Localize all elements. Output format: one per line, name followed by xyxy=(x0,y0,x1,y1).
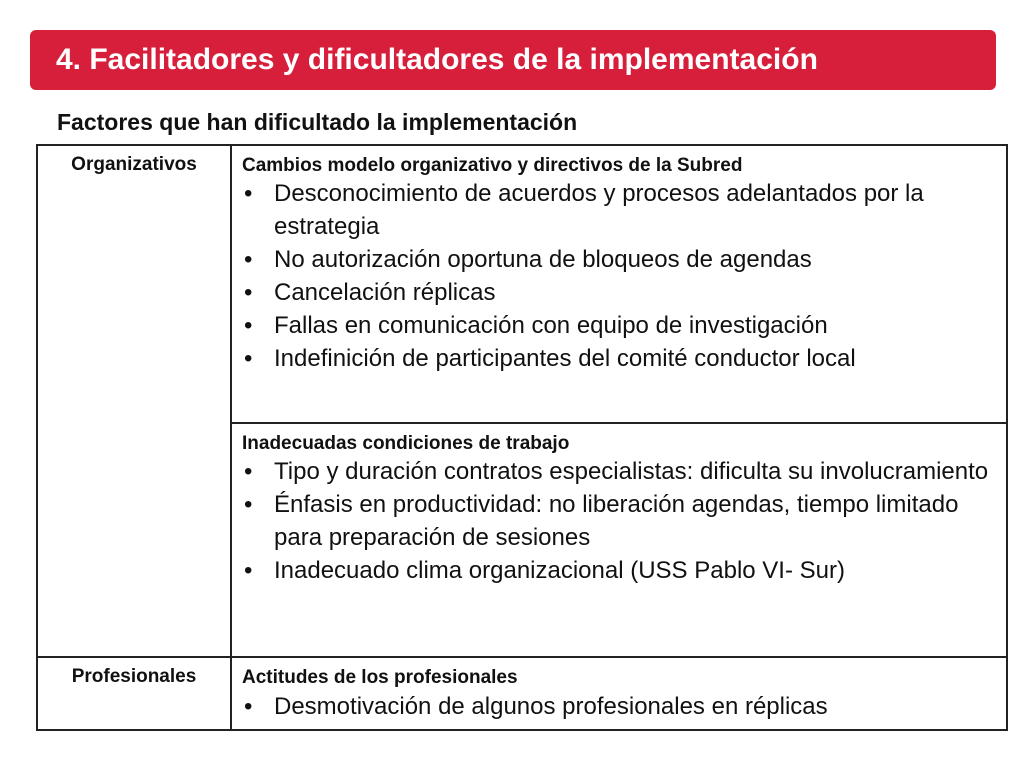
bullet-icon: • xyxy=(244,557,253,584)
list-item: • Fallas en comunicación con equipo de investigación xyxy=(242,309,996,342)
list-item: • Énfasis en productividad: no liberación agendas, tiempo limitado para preparación de sesiones xyxy=(242,488,996,554)
factor-list xyxy=(242,177,996,375)
list-item: • Tipo y duración contratos especialistas: dificulta su involucramiento xyxy=(242,455,996,488)
factor-list xyxy=(242,690,996,723)
bullet-icon: • xyxy=(244,180,253,207)
bullet-icon: • xyxy=(244,458,253,485)
list-item: • Inadecuado clima organizacional (USS Pablo VI- Sur) xyxy=(242,554,996,587)
list-item: • Desconocimiento de acuerdos y procesos adelantados por la estrategia xyxy=(242,177,996,243)
list-item: • Desmotivación de algunos profesionales en réplicas xyxy=(242,690,996,723)
section-heading: Cambios modelo organizativo y directivos de la Subred xyxy=(242,155,743,176)
table-row xyxy=(37,657,1007,730)
section-heading: Inadecuadas condiciones de trabajo xyxy=(242,433,570,454)
bullet-icon: • xyxy=(244,246,253,273)
section-cell xyxy=(231,657,1007,730)
bullet-icon: • xyxy=(244,693,253,720)
list-item: • Cancelación réplicas xyxy=(242,276,996,309)
category-cell-profesionales: Profesionales xyxy=(37,657,231,730)
bullet-icon: • xyxy=(244,345,253,372)
section-cell xyxy=(231,145,1007,423)
factors-table xyxy=(36,144,1008,731)
section-cell xyxy=(231,423,1007,657)
bullet-icon: • xyxy=(244,312,253,339)
factor-list xyxy=(242,455,996,587)
bullet-icon: • xyxy=(244,491,253,518)
section-heading: Actitudes de los profesionales xyxy=(242,667,518,688)
slide-title: 4. Facilitadores y dificultadores de la implementación xyxy=(56,43,818,76)
table-row xyxy=(37,145,1007,423)
category-cell-organizativos: Organizativos xyxy=(37,145,231,657)
title-banner xyxy=(30,30,996,90)
list-item: • No autorización oportuna de bloqueos de agendas xyxy=(242,243,996,276)
list-item: • Indefinición de participantes del comité conductor local xyxy=(242,342,996,375)
bullet-icon: • xyxy=(244,279,253,306)
slide-subtitle: Factores que han dificultado la implementación xyxy=(57,109,578,135)
